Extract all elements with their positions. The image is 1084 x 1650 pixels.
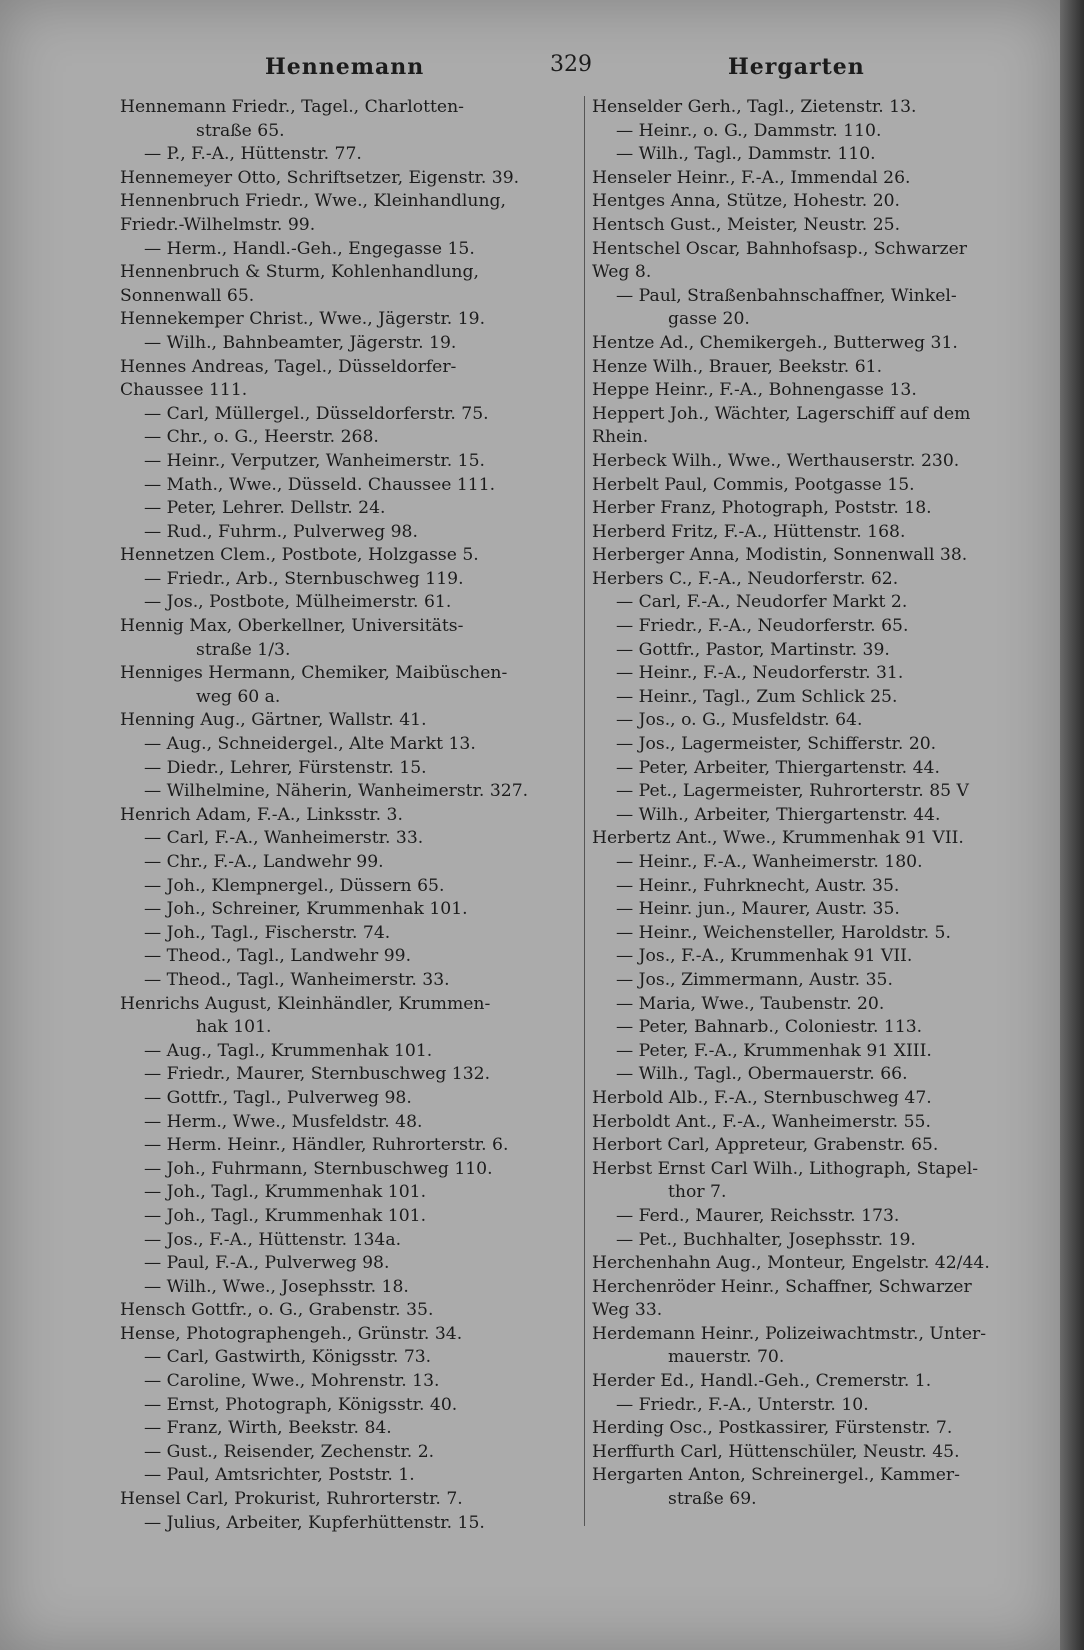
directory-line: Henseler Heinr., F.-A., Immendal 26. — [592, 167, 911, 188]
page-header — [0, 40, 1060, 80]
directory-line: — Herm. Heinr., Händler, Ruhrorterstr. 6. — [144, 1135, 509, 1156]
directory-line: — Wilh., Tagl., Obermauerstr. 66. — [616, 1064, 908, 1085]
header-right-keyword: Hergarten — [728, 54, 865, 80]
directory-line: Weg 8. — [592, 262, 652, 283]
directory-line: Heppert Joh., Wächter, Lagerschiff auf dem — [592, 403, 971, 424]
directory-line: — Jos., F.-A., Hüttenstr. 134a. — [144, 1229, 402, 1250]
directory-line: — Heinr., Verputzer, Wanheimerstr. 15. — [144, 450, 485, 471]
directory-line: — Heinr. jun., Maurer, Austr. 35. — [616, 899, 900, 920]
directory-line: Heppe Heinr., F.-A., Bohnengasse 13. — [592, 380, 917, 401]
directory-line: — Herm., Wwe., Musfeldstr. 48. — [144, 1111, 423, 1132]
directory-line: Hentschel Oscar, Bahnhofsasp., Schwarzer — [592, 238, 967, 259]
directory-line: Hennemeyer Otto, Schriftsetzer, Eigenstr. 39. — [120, 167, 520, 188]
directory-line: Herchenhahn Aug., Monteur, Engelstr. 42/44. — [592, 1253, 990, 1274]
directory-line: Herder Ed., Handl.-Geh., Cremerstr. 1. — [592, 1371, 932, 1392]
directory-line: — Heinr., Weichensteller, Haroldstr. 5. — [616, 922, 951, 943]
directory-line: Henze Wilh., Brauer, Beekstr. 61. — [592, 356, 883, 377]
directory-line: — Joh., Tagl., Krummenhak 101. — [144, 1182, 427, 1203]
directory-line: — Paul, Straßenbahnschaffner, Winkel- — [616, 285, 957, 306]
directory-line: — Heinr., o. G., Dammstr. 110. — [616, 120, 882, 141]
directory-line: Herbertz Ant., Wwe., Krummenhak 91 VII. — [592, 828, 964, 849]
directory-line: Henselder Gerh., Tagl., Zietenstr. 13. — [592, 97, 917, 117]
directory-line: — Diedr., Lehrer, Fürstenstr. 15. — [144, 757, 427, 778]
directory-line: Herbort Carl, Appreteur, Grabenstr. 65. — [592, 1135, 939, 1156]
directory-line: — Friedr., F.-A., Neudorferstr. 65. — [616, 616, 909, 637]
directory-line: — Peter, Lehrer. Dellstr. 24. — [144, 498, 386, 519]
directory-line: — Gottfr., Tagl., Pulverweg 98. — [144, 1087, 412, 1108]
directory-line: mauerstr. 70. — [668, 1347, 785, 1368]
directory-line: — Heinr., F.-A., Neudorferstr. 31. — [616, 663, 904, 684]
directory-line: — Heinr., Tagl., Zum Schlick 25. — [616, 686, 898, 707]
directory-line: — Ernst, Photograph, Königsstr. 40. — [144, 1394, 458, 1415]
directory-line: — Joh., Schreiner, Krummenhak 101. — [144, 899, 468, 920]
directory-line: — Peter, Arbeiter, Thiergartenstr. 44. — [616, 757, 940, 778]
directory-line: Herberger Anna, Modistin, Sonnenwall 38. — [592, 545, 968, 566]
directory-line: gasse 20. — [668, 309, 750, 330]
directory-line: — Wilh., Tagl., Dammstr. 110. — [616, 144, 876, 165]
header-left-keyword: Hennemann — [265, 54, 425, 80]
directory-line: — Joh., Fuhrmann, Sternbuschweg 110. — [144, 1158, 493, 1179]
directory-line: Hentsch Gust., Meister, Neustr. 25. — [592, 214, 901, 235]
directory-line: — Heinr., F.-A., Wanheimerstr. 180. — [616, 852, 923, 872]
directory-line: Herchenröder Heinr., Schaffner, Schwarzer — [592, 1276, 972, 1297]
directory-line: — Peter, F.-A., Krummenhak 91 XIII. — [616, 1040, 932, 1061]
directory-line: — Peter, Bahnarb., Coloniestr. 113. — [616, 1017, 923, 1038]
directory-line: hak 101. — [196, 1017, 272, 1038]
directory-line: — Jos., Lagermeister, Schifferstr. 20. — [616, 734, 937, 755]
directory-line: — Maria, Wwe., Taubenstr. 20. — [616, 993, 885, 1014]
directory-line: — Friedr., F.-A., Unterstr. 10. — [616, 1394, 869, 1415]
directory-line: Hennenbruch Friedr., Wwe., Kleinhandlung, — [120, 191, 507, 212]
directory-line: — Jos., F.-A., Krummenhak 91 VII. — [616, 946, 913, 967]
directory-line: Herberd Fritz, F.-A., Hüttenstr. 168. — [592, 521, 906, 542]
directory-line: Herboldt Ant., F.-A., Wanheimerstr. 55. — [592, 1111, 931, 1132]
directory-line: — Joh., Tagl., Fischerstr. 74. — [144, 922, 391, 943]
right-column — [592, 96, 1032, 1512]
directory-line: — Math., Wwe., Düsseld. Chaussee 111. — [144, 474, 496, 495]
directory-line: — Wilh., Wwe., Josephsstr. 18. — [144, 1276, 409, 1297]
directory-line: — Theod., Tagl., Landwehr 99. — [144, 946, 412, 967]
directory-line: — Theod., Tagl., Wanheimerstr. 33. — [144, 969, 450, 990]
directory-line: — P., F.-A., Hüttenstr. 77. — [144, 144, 362, 165]
scan-edge — [1060, 0, 1084, 1650]
directory-line: Hentze Ad., Chemikergeh., Butterweg 31. — [592, 332, 958, 353]
page-number: 329 — [550, 52, 592, 77]
directory-line: Herbers C., F.-A., Neudorferstr. 62. — [592, 568, 899, 589]
directory-line: Hensel Carl, Prokurist, Ruhrorterstr. 7. — [120, 1489, 463, 1510]
directory-line: — Friedr., Arb., Sternbuschweg 119. — [144, 568, 464, 589]
directory-line: Hennekemper Christ., Wwe., Jägerstr. 19. — [120, 309, 486, 330]
directory-line: Herber Franz, Photograph, Poststr. 18. — [592, 498, 932, 519]
directory-line: Herding Osc., Postkassirer, Fürstenstr. 7. — [592, 1418, 953, 1439]
directory-line: Herffurth Carl, Hüttenschüler, Neustr. 45. — [592, 1441, 960, 1462]
directory-line: — Friedr., Maurer, Sternbuschweg 132. — [144, 1064, 491, 1085]
directory-line: — Heinr., Fuhrknecht, Austr. 35. — [616, 875, 900, 896]
directory-line: Hense, Photographengeh., Grünstr. 34. — [120, 1323, 463, 1344]
directory-line: Henrichs August, Kleinhändler, Krummen- — [120, 993, 491, 1014]
directory-line: Herbold Alb., F.-A., Sternbuschweg 47. — [592, 1087, 932, 1108]
directory-line: Herbeck Wilh., Wwe., Werthauserstr. 230. — [592, 450, 960, 471]
directory-line: — Aug., Schneidergel., Alte Markt 13. — [144, 734, 476, 755]
directory-line: — Julius, Arbeiter, Kupferhüttenstr. 15. — [144, 1512, 485, 1533]
directory-line: — Rud., Fuhrm., Pulverweg 98. — [144, 521, 418, 542]
directory-line: Henrich Adam, F.-A., Linksstr. 3. — [120, 804, 403, 825]
directory-line: — Franz, Wirth, Beekstr. 84. — [144, 1418, 392, 1439]
directory-line: — Herm., Handl.-Geh., Engegasse 15. — [144, 238, 475, 259]
directory-line: Herbelt Paul, Commis, Pootgasse 15. — [592, 474, 915, 495]
directory-line: thor 7. — [668, 1182, 727, 1203]
directory-line: Hergarten Anton, Schreinergel., Kammer- — [592, 1465, 960, 1486]
directory-line: Friedr.-Wilhelmstr. 99. — [120, 214, 316, 235]
directory-line: — Wilh., Arbeiter, Thiergartenstr. 44. — [616, 804, 941, 825]
directory-line: — Jos., Postbote, Mülheimerstr. 61. — [144, 592, 452, 613]
directory-line: — Jos., o. G., Musfeldstr. 64. — [616, 710, 863, 731]
directory-line: — Joh., Klempnergel., Düssern 65. — [144, 875, 445, 896]
directory-line: — Paul, Amtsrichter, Poststr. 1. — [144, 1465, 415, 1486]
directory-line: Sonnenwall 65. — [120, 285, 255, 306]
directory-line: Henniges Hermann, Chemiker, Maibüschen- — [120, 663, 508, 684]
directory-line: straße 69. — [668, 1489, 757, 1510]
directory-line: — Carl, Müllergel., Düsseldorferstr. 75. — [144, 403, 489, 424]
directory-line: Hennig Max, Oberkellner, Universitäts- — [120, 616, 464, 637]
directory-line: Hennemann Friedr., Tagel., Charlotten- — [120, 97, 464, 117]
directory-line: — Pet., Lagermeister, Ruhrorterstr. 85 V — [616, 781, 969, 802]
directory-line: Weg 33. — [592, 1300, 663, 1321]
directory-line: weg 60 a. — [196, 686, 281, 707]
directory-line: Hennes Andreas, Tagel., Düsseldorfer- — [120, 356, 457, 377]
directory-line: — Pet., Buchhalter, Josephsstr. 19. — [616, 1229, 916, 1250]
directory-line: Herbst Ernst Carl Wilh., Lithograph, Stapel- — [592, 1158, 979, 1179]
directory-line: — Chr., o. G., Heerstr. 268. — [144, 427, 379, 448]
directory-line: — Aug., Tagl., Krummenhak 101. — [144, 1040, 433, 1061]
directory-line: — Caroline, Wwe., Mohrenstr. 13. — [144, 1371, 440, 1392]
directory-line: Rhein. — [592, 427, 649, 448]
directory-line: Hennenbruch & Sturm, Kohlenhandlung, — [120, 262, 479, 283]
directory-line: Hensch Gottfr., o. G., Grabenstr. 35. — [120, 1300, 434, 1321]
directory-line: — Gust., Reisender, Zechenstr. 2. — [144, 1441, 435, 1462]
directory-line: — Carl, Gastwirth, Königsstr. 73. — [144, 1347, 432, 1368]
directory-line: Herdemann Heinr., Polizeiwachtmstr., Unter- — [592, 1323, 987, 1344]
directory-line: Henning Aug., Gärtner, Wallstr. 41. — [120, 710, 427, 731]
directory-line: — Ferd., Maurer, Reichsstr. 173. — [616, 1205, 900, 1226]
directory-line: — Wilhelmine, Näherin, Wanheimerstr. 327. — [144, 781, 529, 802]
directory-line: — Chr., F.-A., Landwehr 99. — [144, 852, 384, 872]
directory-line: Chaussee 111. — [120, 380, 248, 401]
left-column — [120, 96, 572, 1535]
directory-line: — Carl, F.-A., Wanheimerstr. 33. — [144, 828, 424, 849]
directory-line: — Wilh., Bahnbeamter, Jägerstr. 19. — [144, 332, 457, 353]
directory-line: Hentges Anna, Stütze, Hohestr. 20. — [592, 191, 901, 212]
directory-line: — Jos., Zimmermann, Austr. 35. — [616, 969, 893, 990]
column-divider — [584, 96, 585, 1526]
directory-line: — Gottfr., Pastor, Martinstr. 39. — [616, 639, 890, 660]
directory-line: — Joh., Tagl., Krummenhak 101. — [144, 1205, 427, 1226]
directory-line: straße 1/3. — [196, 639, 291, 660]
directory-line: — Paul, F.-A., Pulverweg 98. — [144, 1253, 390, 1274]
directory-line: straße 65. — [196, 120, 285, 141]
directory-line: — Carl, F.-A., Neudorfer Markt 2. — [616, 592, 908, 613]
directory-line: Hennetzen Clem., Postbote, Holzgasse 5. — [120, 545, 479, 566]
